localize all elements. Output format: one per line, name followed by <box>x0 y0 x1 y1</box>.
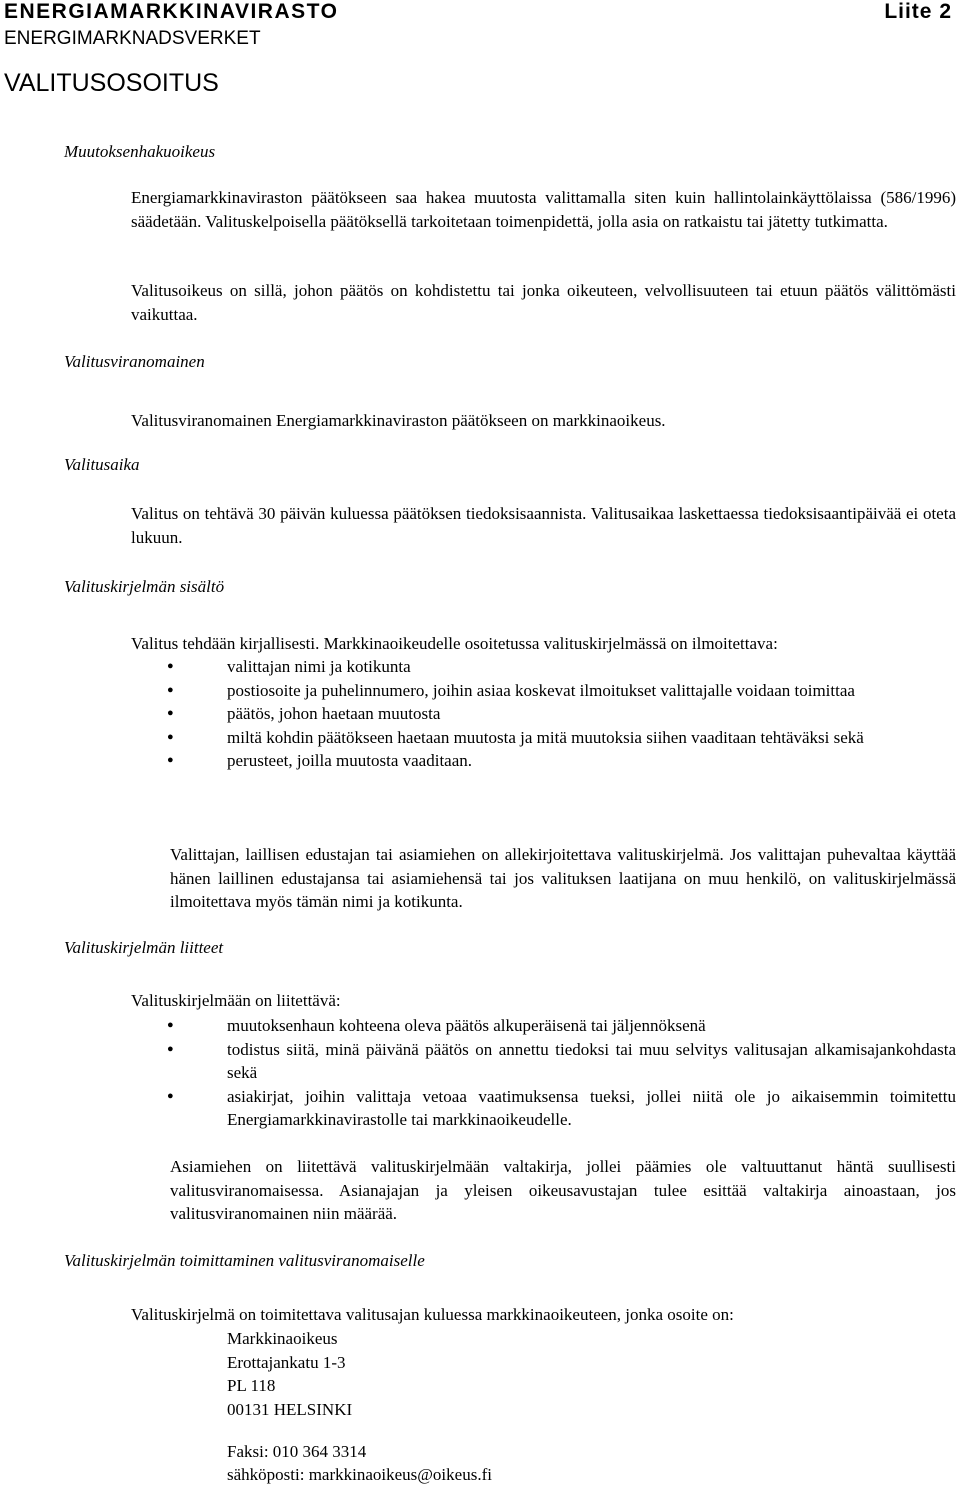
address-line: Erottajankatu 1-3 <box>227 1352 346 1372</box>
attachments-list <box>131 1014 956 1132</box>
org-name-fi: ENERGIAMARKKINAVIRASTO <box>4 0 339 23</box>
section-heading-viranomainen: Valitusviranomainen <box>64 352 205 371</box>
address-line: PL 118 <box>227 1376 276 1395</box>
paragraph: Valituskirjelmään on liitettävä: <box>131 991 341 1010</box>
section-heading-toimittaminen: Valituskirjelmän toimittaminen valitusviranomaiselle <box>64 1251 425 1270</box>
email-address: sähköposti: markkinaoikeus@oikeus.fi <box>227 1465 492 1484</box>
fax-number: Faksi: 010 364 3314 <box>227 1442 367 1461</box>
paragraph: Valituskirjelmä on toimitettava valitusajan kuluessa markkinaoikeuteen, jonka osoite on: <box>131 1305 734 1324</box>
address-line: Markkinaoikeus <box>227 1329 338 1348</box>
list-item: ● asiakirjat, joihin valittaja vetoaa vaatimuksensa tueksi, jollei niitä ole jo aikaisemmin toimitettu Energiamarkkinavirastolle tai markkinaoikeudelle. <box>131 1085 956 1132</box>
content-requirements-list <box>131 655 956 773</box>
section-heading-liitteet: Valituskirjelmän liitteet <box>64 938 224 957</box>
paragraph: Energiamarkkinaviraston päätökseen saa hakea muutosta valittamalla siten kuin hallintolainkäyttölaissa (586/1996) säädetään. Valituskelpoisella päätöksellä tarkoitetaan toimenpidettä, jolla asia on ratkaistu tai jätetty tutkimatta. <box>131 188 956 231</box>
attachment-label: Liite 2 <box>884 0 952 23</box>
section-heading-muutoksenhaku: Muutoksenhakuoikeus <box>64 142 216 161</box>
paragraph: Valitus tehdään kirjallisesti. Markkinaoikeudelle osoitetussa valituskirjelmässä on ilmoitettava: <box>131 634 778 653</box>
section-heading-aika: Valitusaika <box>64 455 140 474</box>
list-item: ● todistus siitä, minä päivänä päätös on annettu tiedoksi tai muu selvitys valitusajan alkamisajankohdasta sekä <box>131 1038 956 1085</box>
paragraph: Valitusviranomainen Energiamarkkinaviraston päätökseen on markkinaoikeus. <box>131 411 666 430</box>
court-address <box>227 1327 352 1421</box>
list-item: ● miltä kohdin päätökseen haetaan muutosta ja mitä muutoksia siihen vaaditaan tehtäväksi sekä <box>131 726 956 750</box>
list-item: ● perusteet, joilla muutosta vaaditaan. <box>131 749 956 773</box>
list-item: ● muutoksenhaun kohteena oleva päätös alkuperäisenä tai jäljennöksenä <box>131 1014 956 1038</box>
list-item: ● postiosoite ja puhelinnumero, joihin asiaa koskevat ilmoitukset valittajalle voidaan toimittaa <box>131 679 956 703</box>
document-title: VALITUSOSOITUS <box>4 69 219 97</box>
list-item: ● valittajan nimi ja kotikunta <box>131 655 956 679</box>
org-name-sv: ENERGIMARKNADSVERKET <box>4 28 261 49</box>
address-line: 00131 HELSINKI <box>227 1399 353 1419</box>
section-heading-sisalto: Valituskirjelmän sisältö <box>64 577 225 596</box>
paragraph: Valitusoikeus on sillä, johon päätös on kohdistettu tai jonka oikeuteen, velvollisuuteen tai etuun päätös välittömästi vaikuttaa. <box>131 281 956 324</box>
paragraph: Asiamiehen on liitettävä valituskirjelmään valtakirja, jollei päämies ole valtuuttanut häntä suullisesti valitusviranomaisessa. Asianajajan ja yleisen oikeusavustajan tulee esittää valtakirja ainoastaan, jos valitusviranomainen niin määrää. <box>170 1157 956 1223</box>
paragraph: Valittajan, laillisen edustajan tai asiamiehen on allekirjoitettava valituskirjelmä. Jos valittajan puhevaltaa käyttää hänen laillinen edustajansa tai asiamiehensä tai jos valituksen laatijana on muu henkilö, on valituskirjelmässä ilmoitettava myös tämän nimi ja kotikunta. <box>170 845 956 911</box>
list-item: ● päätös, johon haetaan muutosta <box>131 702 956 726</box>
paragraph: Valitus on tehtävä 30 päivän kuluessa päätöksen tiedoksisaannista. Valitusaikaa laskettaessa tiedoksisaantipäivää ei oteta lukuun. <box>131 504 956 547</box>
